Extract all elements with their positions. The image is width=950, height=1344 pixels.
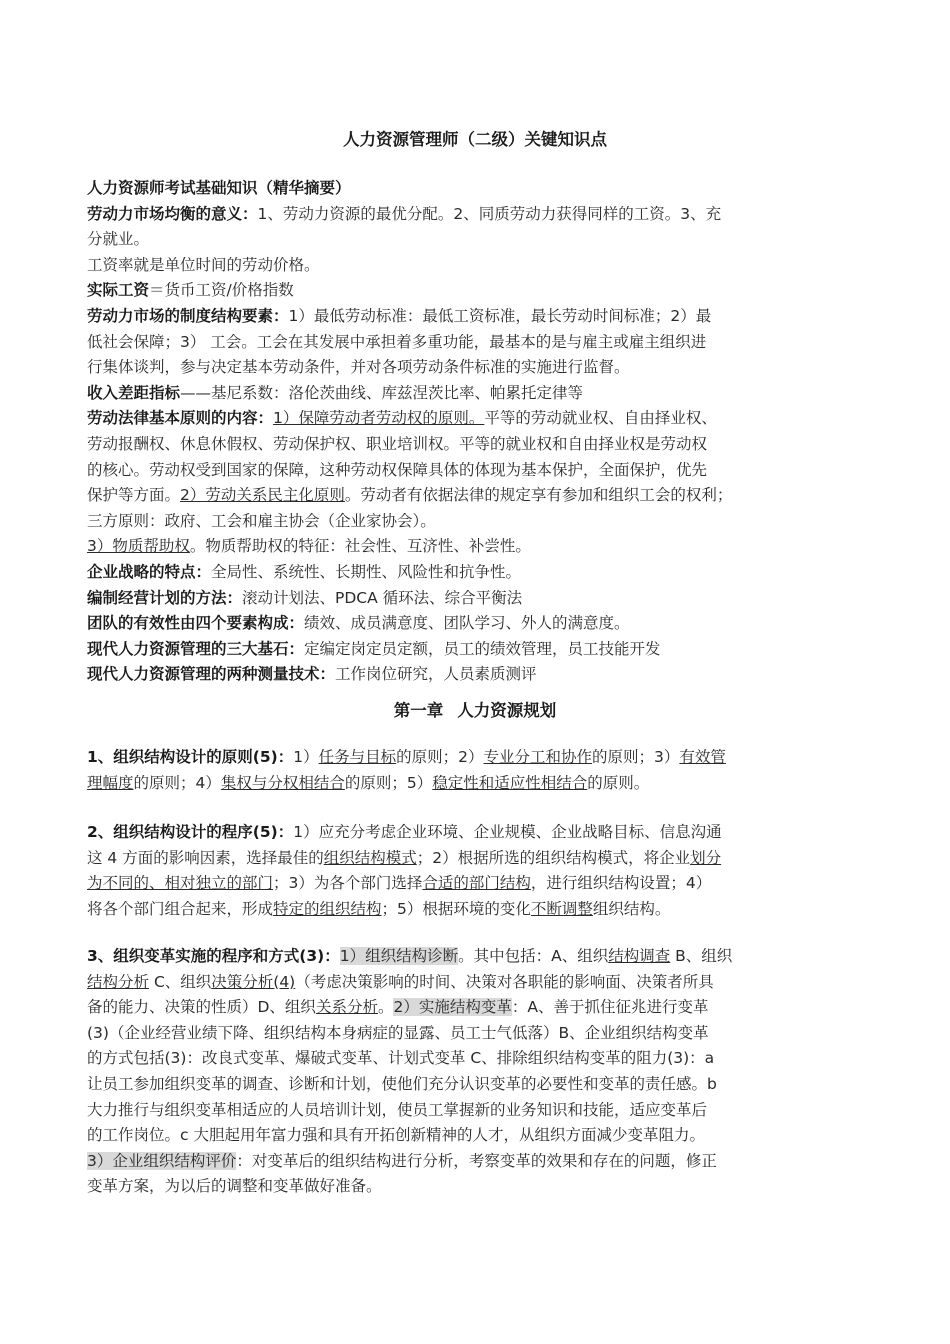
institution-line-3: 行集体谈判，参与决定基本劳动条件，并对各项劳动条件标准的实施进行监督。 [87, 358, 630, 377]
section-3 [87, 944, 877, 1200]
section-1-line-1: 1、组织结构设计的原则(5)：1）任务与目标的原则；2）专业分工和协作的原则；3）有效管 [87, 748, 726, 766]
wage-rate-line: 工资率就是单位时间的劳动价格。 [87, 255, 320, 274]
section-2-line-3: 为不同的、相对独立的部门；3）为各个部门选择合适的部门结构，进行组织结构设置；4） [87, 874, 712, 893]
labor-law-line-1: 劳动法律基本原则的内容：1）保障劳动者劳动权的原则。平等的劳动就业权、自由择业权、 [87, 409, 717, 428]
section-2-line-2: 这 4 方面的影响因素，选择最佳的组织结构模式；2）根据所选的组织结构模式，将企业划分 [87, 848, 722, 867]
labor-law-line-2: 劳动报酬权、休息休假权、劳动保护权、职业培训权。平等的就业权和自由择业权是劳动权 [87, 434, 708, 453]
labor-law-line-4: 保护等方面。2）劳动关系民主化原则。劳动者有依据法律的规定享有参加和组织工会的权利； [87, 486, 733, 505]
section-2-line-1: 2、组织结构设计的程序(5)：1）应充分考虑企业环境、企业规模、企业战略目标、信息沟通 [87, 823, 722, 841]
summary-heading: 人力资源师考试基础知识（精华摘要） [87, 179, 351, 197]
planning-line: 编制经营计划的方法：滚动计划法、PDCA 循环法、综合平衡法 [87, 588, 523, 607]
institution-line-1: 劳动力市场的制度结构要素：1）最低劳动标准：最低工资标准，最长劳动时间标准；2）最 [87, 306, 712, 325]
section-3-line-6: 让员工参加组织变革的调查、诊断和计划，使他们充分认识变革的必要性和变革的责任感。b [87, 1074, 717, 1093]
section-3-line-7: 大力推行与组织变革相适应的人员培训计划，使员工掌握新的业务知识和技能，适应变革后 [87, 1100, 708, 1119]
measurement-line: 现代人力资源管理的两种测量技术：工作岗位研究，人员素质测评 [87, 665, 537, 684]
document-title: 人力资源管理师（二级）关键知识点 [343, 130, 607, 149]
section-1-line-2: 理幅度的原则；4）集权与分权相结合的原则；5）稳定性和适应性相结合的原则。 [87, 773, 650, 792]
section-3-line-4: (3)（企业经营业绩下降、组织结构本身病症的显露、员工士气低落）B、企业组织结构变革 [87, 1023, 709, 1042]
chapter-heading: 第一章 人力资源规划 [393, 701, 557, 720]
summary-section [87, 176, 877, 688]
section-3-line-9: 3）企业组织结构评价：对变革后的组织结构进行分析，考察变革的效果和存在的问题，修正 [87, 1151, 717, 1170]
labor-law-line-5: 三方原则：政府、工会和雇主协会（企业家协会）。 [87, 511, 436, 530]
market-balance-line-2: 分就业。 [87, 230, 150, 249]
section-3-line-3: 备的能力、决策的性质）D、组织关系分析。2）实施结构变革：A、善于抓住征兆进行变革 [87, 998, 709, 1017]
section-3-line-2: 结构分析 C、组织决策分析(4)（考虑决策影响的时间、决策对各职能的影响面、决策者所具 [87, 972, 714, 991]
strategy-line: 企业战略的特点：全局性、系统性、长期性、风险性和抗争性。 [87, 562, 522, 581]
section-2-line-4: 将各个部门组合起来，形成特定的组织结构；5）根据环境的变化不断调整组织结构。 [87, 899, 671, 918]
section-3-line-10: 变革方案，为以后的调整和变革做好准备。 [87, 1177, 382, 1196]
institution-line-2: 低社会保障；3） 工会。工会在其发展中承担着多重功能，最基本的是与雇主或雇主组织进 [87, 332, 707, 351]
labor-law-line-3: 的核心。劳动权受到国家的保障，这种劳动权保障具体的体现为基本保护，全面保护，优先 [87, 460, 708, 479]
section-3-line-8: 的工作岗位。c 大胆起用年富力强和具有开拓创新精神的人才，从组织方面减少变革阻力。 [87, 1126, 705, 1145]
labor-law-line-6: 3）物质帮助权。物质帮助权的特征：社会性、互济性、补尝性。 [87, 537, 531, 556]
section-3-line-5: 的方式包括(3)：改良式变革、爆破式变革、计划式变革 C、排除组织结构变革的阻力(3)：a [87, 1049, 715, 1068]
section-3-line-1: 3、组织变革实施的程序和方式(3)：1）组织结构诊断。其中包括：A、组织结构调查 B、组织 [87, 947, 733, 965]
market-balance-line-1: 劳动力市场均衡的意义：1、劳动力资源的最优分配。2、同质劳动力获得同样的工资。3、充 [87, 204, 722, 223]
section-1 [87, 745, 877, 796]
real-wage-line: 实际工资＝货币工资/价格指数 [87, 281, 294, 300]
foundations-line: 现代人力资源管理的三大基石：定编定岗定员定额，员工的绩效管理，员工技能开发 [87, 639, 661, 658]
income-gap-line: 收入差距指标——基尼系数：洛伦茨曲线、库兹涅茨比率、帕累托定律等 [87, 383, 584, 402]
section-2 [87, 820, 877, 922]
team-line: 团队的有效性由四个要素构成：绩效、成员满意度、团队学习、外人的满意度。 [87, 614, 630, 633]
